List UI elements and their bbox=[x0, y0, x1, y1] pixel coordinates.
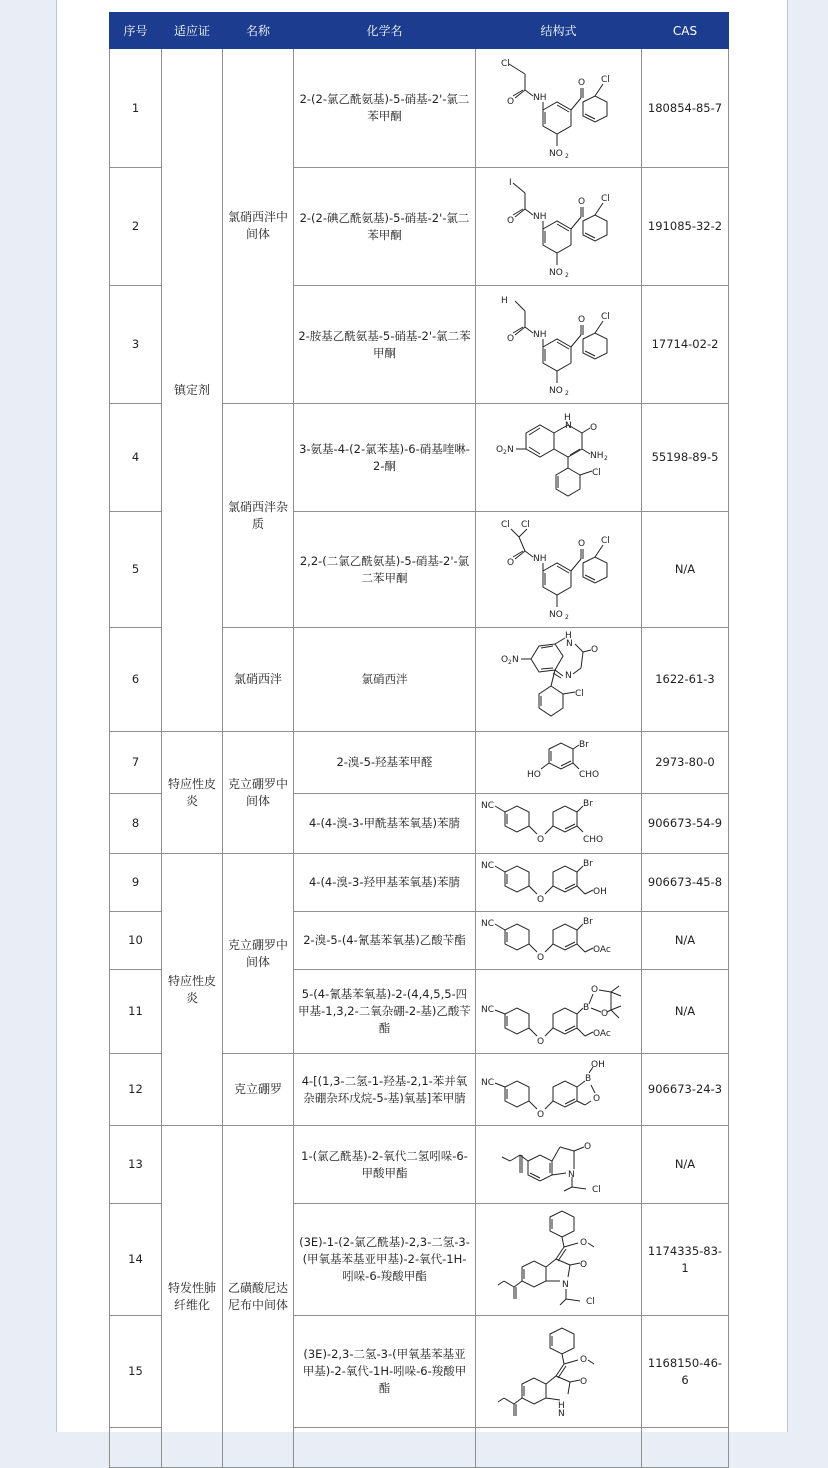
svg-text:N: N bbox=[561, 1279, 569, 1290]
structure-methoxybenzylidene-oxindole bbox=[494, 1322, 624, 1422]
svg-text:O: O bbox=[590, 984, 598, 995]
row-number: 12 bbox=[110, 1054, 162, 1126]
structure-bromo-hydroxymethyl-phenoxy-benzonitrile bbox=[479, 856, 639, 910]
header-chemical-name: 化学名 bbox=[294, 13, 476, 49]
svg-text:B: B bbox=[584, 1073, 591, 1084]
cas-cell: 191085-32-2 bbox=[642, 168, 729, 286]
svg-text:O: O bbox=[500, 654, 508, 665]
structure-cell bbox=[476, 970, 642, 1054]
svg-text:2: 2 bbox=[603, 454, 608, 462]
chemical-name-cell: 氯硝西泮 bbox=[294, 628, 476, 732]
svg-text:2: 2 bbox=[564, 271, 569, 279]
svg-text:Cl: Cl bbox=[591, 1184, 601, 1195]
structure-cell bbox=[476, 512, 642, 628]
svg-text:O: O bbox=[579, 1237, 587, 1248]
svg-text:H: H bbox=[500, 295, 508, 306]
cas-cell: 906673-24-3 bbox=[642, 1054, 729, 1126]
svg-text:NC: NC bbox=[480, 918, 494, 929]
svg-text:NH: NH bbox=[532, 93, 546, 103]
svg-text:O: O bbox=[536, 894, 544, 905]
svg-text:CHO: CHO bbox=[578, 769, 599, 780]
structure-chloroacetamido-nitro-benzophenone bbox=[499, 52, 619, 164]
svg-text:B: B bbox=[582, 1002, 589, 1013]
svg-text:N: N bbox=[567, 1169, 575, 1180]
table-header-row bbox=[110, 13, 729, 49]
svg-text:O: O bbox=[600, 1008, 608, 1019]
chemical-name-cell: 2,2-(二氯乙酰氨基)-5-硝基-2'-氯二苯甲酮 bbox=[294, 512, 476, 628]
cas-cell: 1622-61-3 bbox=[642, 628, 729, 732]
svg-text:OAc: OAc bbox=[592, 944, 611, 955]
svg-text:HO: HO bbox=[526, 769, 541, 780]
svg-text:NO: NO bbox=[548, 149, 563, 159]
svg-text:Cl: Cl bbox=[600, 75, 610, 85]
svg-text:O: O bbox=[536, 1036, 544, 1047]
row-number: 15 bbox=[110, 1316, 162, 1428]
chemical-name-cell bbox=[294, 1428, 476, 1468]
chemical-name-cell: 1-(氯乙酰基)-2-氧代二氢吲哚-6-甲酸甲酯 bbox=[294, 1126, 476, 1204]
svg-text:O: O bbox=[589, 422, 597, 433]
chemical-name-cell: 2-胺基乙酰氨基-5-硝基-2'-氯二苯甲酮 bbox=[294, 286, 476, 404]
svg-text:O: O bbox=[577, 196, 585, 207]
chemical-name-cell: 2-(2-碘乙酰氨基)-5-硝基-2'-氯二苯甲酮 bbox=[294, 168, 476, 286]
svg-text:Cl: Cl bbox=[600, 535, 610, 546]
svg-text:NO: NO bbox=[548, 385, 563, 396]
structure-aminoquinolinone bbox=[494, 408, 624, 508]
row-number: 1 bbox=[110, 49, 162, 168]
structure-crisaborole bbox=[479, 1057, 639, 1123]
svg-text:H: H bbox=[564, 630, 572, 641]
svg-text:NC: NC bbox=[480, 860, 494, 871]
header-cas: CAS bbox=[642, 13, 729, 49]
product-name-cell: 氯硝西泮中间体 bbox=[223, 49, 294, 404]
structure-cell bbox=[476, 1428, 642, 1468]
svg-text:NC: NC bbox=[480, 1077, 494, 1088]
cas-cell: N/A bbox=[642, 512, 729, 628]
svg-text:NH: NH bbox=[532, 553, 546, 564]
svg-text:CHO: CHO bbox=[582, 834, 603, 845]
header-indication: 适应证 bbox=[162, 13, 223, 49]
svg-text:NH: NH bbox=[532, 329, 546, 340]
svg-text:Cl: Cl bbox=[600, 193, 610, 204]
svg-text:O: O bbox=[579, 1259, 587, 1270]
indication-cell: 镇定剂 bbox=[162, 49, 223, 732]
structure-cell bbox=[476, 912, 642, 970]
svg-text:O: O bbox=[506, 97, 514, 107]
cas-cell: N/A bbox=[642, 912, 729, 970]
cas-cell bbox=[642, 1428, 729, 1468]
chemical-name-cell: 3-氨基-4-(2-氯苯基)-6-硝基喹啉-2-酮 bbox=[294, 404, 476, 512]
chemical-name-cell: 4-(4-溴-3-羟甲基苯氧基)苯腈 bbox=[294, 854, 476, 912]
cas-cell: 1168150-46-6 bbox=[642, 1316, 729, 1428]
svg-text:N: N bbox=[557, 1408, 565, 1419]
indication-cell: 特发性肺纤维化 bbox=[162, 1126, 223, 1468]
table-row bbox=[110, 49, 729, 168]
row-number bbox=[110, 1428, 162, 1468]
svg-text:2: 2 bbox=[564, 389, 569, 397]
svg-text:H: H bbox=[557, 1400, 565, 1411]
svg-text:O: O bbox=[577, 78, 585, 88]
chemical-name-cell: (3E)-1-(2-氯乙酰基)-2,3-二氢-3-(甲氧基苯基亚甲基)-2-氧代-1H-吲哚-6-羧酸甲酯 bbox=[294, 1204, 476, 1316]
svg-text:O: O bbox=[577, 314, 585, 325]
svg-text:OH: OH bbox=[592, 886, 607, 897]
product-name-cell: 克立硼罗 bbox=[223, 1054, 294, 1126]
structure-cell bbox=[476, 286, 642, 404]
svg-text:Cl: Cl bbox=[591, 467, 601, 478]
structure-dichloroacetamido-nitro-benzophenone bbox=[499, 515, 619, 625]
chemical-name-cell: 2-溴-5-羟基苯甲醛 bbox=[294, 732, 476, 794]
structure-cell bbox=[476, 628, 642, 732]
product-table bbox=[109, 12, 729, 1468]
svg-text:N: N bbox=[511, 654, 519, 665]
row-number: 6 bbox=[110, 628, 162, 732]
structure-cell bbox=[476, 854, 642, 912]
svg-text:NO: NO bbox=[548, 267, 563, 278]
table-row bbox=[110, 1126, 729, 1204]
svg-text:N: N bbox=[564, 420, 572, 431]
structure-cell bbox=[476, 1126, 642, 1204]
row-number: 8 bbox=[110, 794, 162, 854]
chemical-name-cell: 2-溴-5-(4-氰基苯氧基)乙酸苄酯 bbox=[294, 912, 476, 970]
svg-text:2: 2 bbox=[564, 153, 569, 160]
structure-cell bbox=[476, 1316, 642, 1428]
svg-text:O: O bbox=[506, 215, 514, 226]
cas-cell: 906673-54-9 bbox=[642, 794, 729, 854]
svg-text:O: O bbox=[506, 333, 514, 344]
svg-text:Cl: Cl bbox=[600, 311, 610, 322]
structure-bromo-hydroxy-benzaldehyde bbox=[499, 735, 619, 791]
svg-text:O: O bbox=[495, 444, 503, 455]
svg-text:2: 2 bbox=[507, 658, 512, 666]
svg-text:NH: NH bbox=[532, 211, 546, 222]
structure-cell bbox=[476, 404, 642, 512]
row-number: 11 bbox=[110, 970, 162, 1054]
svg-text:Br: Br bbox=[578, 739, 589, 750]
svg-text:O: O bbox=[579, 1376, 587, 1387]
svg-text:O: O bbox=[577, 538, 585, 549]
svg-text:NO: NO bbox=[548, 609, 563, 620]
cas-cell: 906673-45-8 bbox=[642, 854, 729, 912]
structure-cell bbox=[476, 1204, 642, 1316]
structure-pinacol-boronate-benzyl-acetate bbox=[479, 972, 639, 1052]
row-number: 9 bbox=[110, 854, 162, 912]
row-number: 3 bbox=[110, 286, 162, 404]
svg-text:O: O bbox=[536, 1109, 544, 1120]
product-name-cell: 克立硼罗中间体 bbox=[223, 854, 294, 1054]
svg-text:O: O bbox=[592, 1093, 600, 1104]
structure-cell bbox=[476, 49, 642, 168]
svg-text:Cl: Cl bbox=[520, 519, 530, 530]
svg-text:O: O bbox=[536, 834, 544, 845]
chemical-name-cell: 2-(2-氯乙酰氨基)-5-硝基-2'-氯二苯甲酮 bbox=[294, 49, 476, 168]
svg-text:N: N bbox=[565, 638, 573, 649]
cas-cell: 2973-80-0 bbox=[642, 732, 729, 794]
structure-iodoacetamido-nitro-benzophenone bbox=[499, 171, 619, 283]
row-number: 10 bbox=[110, 912, 162, 970]
chemical-name-cell: 4-(4-溴-3-甲酰基苯氧基)苯腈 bbox=[294, 794, 476, 854]
svg-text:Br: Br bbox=[582, 798, 593, 809]
svg-text:O: O bbox=[506, 557, 514, 568]
product-name-cell: 氯硝西泮 bbox=[223, 628, 294, 732]
table-row bbox=[110, 854, 729, 912]
structure-chloroacetyl-oxindole-ester bbox=[494, 1129, 624, 1201]
row-number: 14 bbox=[110, 1204, 162, 1316]
svg-text:O: O bbox=[583, 1141, 591, 1152]
document-page bbox=[56, 0, 788, 1432]
svg-text:NH: NH bbox=[589, 450, 603, 461]
svg-text:O: O bbox=[536, 952, 544, 963]
structure-cell bbox=[476, 732, 642, 794]
table-row bbox=[110, 732, 729, 794]
svg-text:2: 2 bbox=[502, 448, 507, 456]
structure-aminoacetamido-nitro-benzophenone bbox=[499, 289, 619, 401]
cas-cell: 1174335-83-1 bbox=[642, 1204, 729, 1316]
chemical-name-cell: 4-[(1,3-二氢-1-羟基-2,1-苯并氧杂硼杂环戊烷-5-基)氧基]苯甲腈 bbox=[294, 1054, 476, 1126]
svg-text:Cl: Cl bbox=[500, 519, 510, 530]
row-number: 4 bbox=[110, 404, 162, 512]
svg-text:NC: NC bbox=[480, 800, 494, 811]
svg-text:Cl: Cl bbox=[585, 1296, 595, 1307]
row-number: 13 bbox=[110, 1126, 162, 1204]
svg-text:N: N bbox=[564, 670, 572, 681]
svg-text:Br: Br bbox=[582, 916, 593, 927]
header-name: 名称 bbox=[223, 13, 294, 49]
header-structure: 结构式 bbox=[476, 13, 642, 49]
structure-chloroacetyl-methoxybenzylidene-oxindole bbox=[494, 1207, 624, 1313]
svg-text:N: N bbox=[506, 444, 514, 455]
product-name-cell: 克立硼罗中间体 bbox=[223, 732, 294, 854]
svg-text:O: O bbox=[590, 644, 598, 655]
cas-cell: N/A bbox=[642, 970, 729, 1054]
svg-text:Cl: Cl bbox=[574, 688, 584, 699]
row-number: 2 bbox=[110, 168, 162, 286]
svg-text:Br: Br bbox=[582, 858, 593, 869]
structure-clonazepam bbox=[499, 630, 619, 730]
indication-cell: 特应性皮炎 bbox=[162, 854, 223, 1126]
chemical-name-cell: (3E)-2,3-二氢-3-(甲氧基苯基亚甲基)-2-氧代-1H-吲哚-6-羧酸甲酯 bbox=[294, 1316, 476, 1428]
svg-text:2: 2 bbox=[564, 613, 569, 621]
row-number: 7 bbox=[110, 732, 162, 794]
cas-cell: 180854-85-7 bbox=[642, 49, 729, 168]
cas-cell: N/A bbox=[642, 1126, 729, 1204]
structure-bromo-formyl-phenoxy-benzonitrile bbox=[479, 796, 639, 852]
svg-text:Cl: Cl bbox=[500, 59, 510, 69]
svg-text:O: O bbox=[579, 1354, 587, 1365]
svg-text:H: H bbox=[563, 412, 571, 423]
chemical-name-cell: 5-(4-氰基苯氧基)-2-(4,4,5,5-四甲基-1,3,2-二氧杂硼-2-基)乙酸苄酯 bbox=[294, 970, 476, 1054]
cas-cell: 17714-02-2 bbox=[642, 286, 729, 404]
svg-text:NC: NC bbox=[480, 1004, 494, 1015]
indication-cell: 特应性皮炎 bbox=[162, 732, 223, 854]
svg-text:I: I bbox=[508, 177, 512, 188]
product-name-cell: 氯硝西泮杂质 bbox=[223, 404, 294, 628]
cas-cell: 55198-89-5 bbox=[642, 404, 729, 512]
structure-cell bbox=[476, 168, 642, 286]
structure-cell bbox=[476, 1054, 642, 1126]
structure-cell bbox=[476, 794, 642, 854]
structure-bromo-cyanophenoxy-benzyl-acetate bbox=[479, 914, 639, 968]
product-name-cell: 乙磺酸尼达尼布中间体 bbox=[223, 1126, 294, 1468]
svg-text:OH: OH bbox=[590, 1059, 605, 1070]
svg-text:OAc: OAc bbox=[592, 1028, 611, 1039]
row-number: 5 bbox=[110, 512, 162, 628]
header-no: 序号 bbox=[110, 13, 162, 49]
